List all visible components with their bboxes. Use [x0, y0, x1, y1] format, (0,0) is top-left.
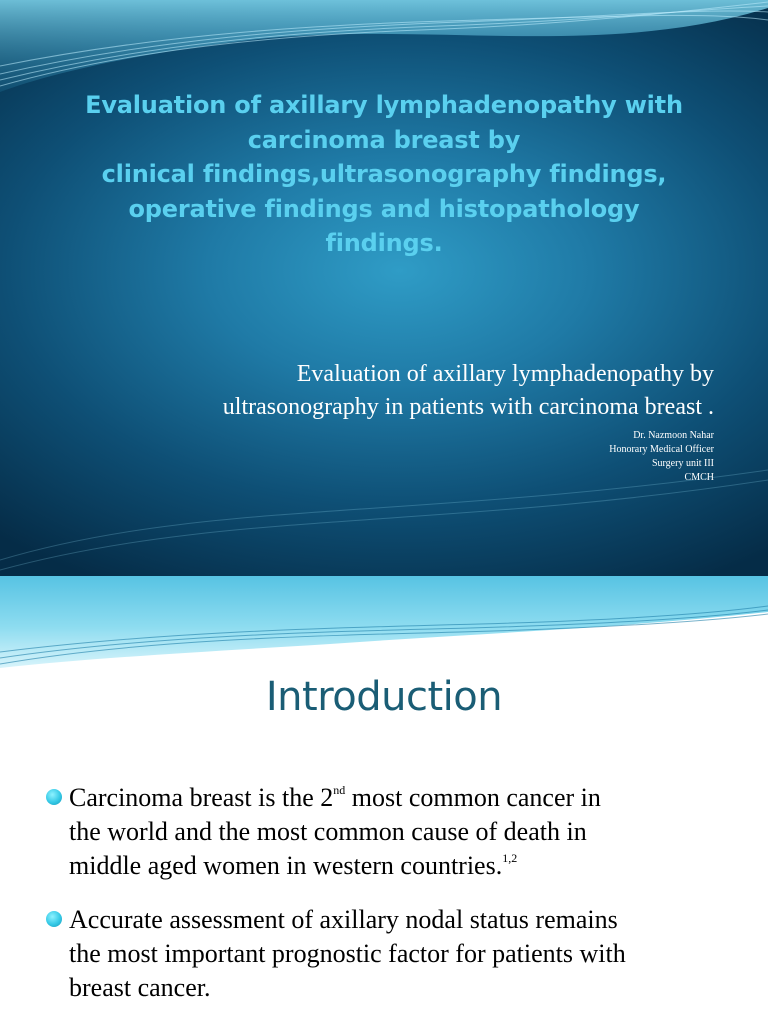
author-unit: Surgery unit III: [651, 458, 714, 469]
bullet-line: the most important prognostic factor for patients with: [69, 939, 626, 968]
bullet-line: Carcinoma breast is the 2nd most common cancer in: [69, 783, 601, 812]
bullet-line: the world and the most common cause of death in: [69, 817, 587, 846]
bullet-line: Accurate assessment of axillary nodal status remains: [69, 905, 618, 934]
bullet-dot-icon: [46, 789, 62, 805]
author-institution: CMCH: [684, 472, 714, 483]
slide-title: [20, 88, 748, 261]
wave-decoration: [0, 576, 768, 676]
bullet-list: [46, 781, 746, 1024]
bullet-item: [46, 903, 746, 1005]
title-line: operative findings and histopathology: [128, 194, 640, 223]
author-title: Honorary Medical Officer: [609, 444, 714, 455]
introduction-slide: [0, 576, 768, 1024]
author-name: Dr. Nazmoon Nahar: [633, 430, 714, 441]
bullet-dot-icon: [46, 911, 62, 927]
subtitle-line: ultrasonography in patients with carcinoma breast .: [222, 394, 714, 420]
slide-subtitle: [34, 358, 714, 424]
superscript: nd: [333, 783, 346, 797]
reference-superscript: 1,2: [502, 851, 518, 865]
title-line: findings.: [325, 229, 443, 257]
bullet-line: middle aged women in western countries.$^{1,2}$: [69, 851, 518, 880]
subtitle-line: Evaluation of axillary lymphadenopathy by: [296, 361, 714, 387]
bullet-line: breast cancer.: [69, 973, 211, 1002]
bullet-item: [46, 781, 746, 883]
slide-heading: Introduction: [265, 674, 503, 720]
title-line: clinical findings,ultrasonography findings,: [101, 160, 667, 188]
title-line: Evaluation of axillary lymphadenopathy with: [85, 91, 683, 119]
title-line: carcinoma breast by: [247, 125, 521, 154]
author-block: [414, 429, 714, 485]
